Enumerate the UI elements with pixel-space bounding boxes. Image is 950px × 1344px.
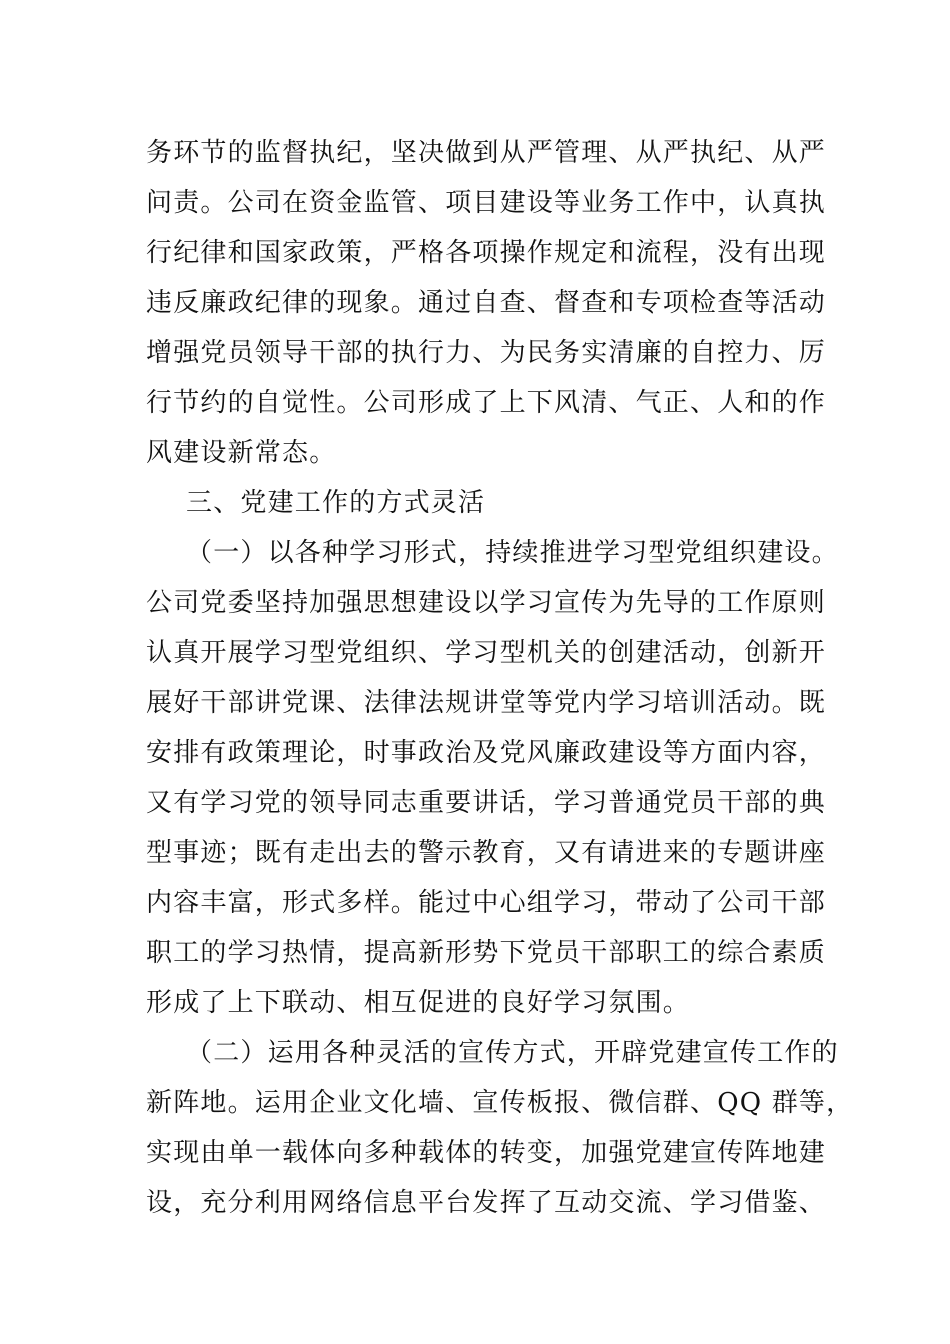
text-line: 实现由单一载体向多种载体的转变，加强党建宣传阵地建 (146, 1138, 827, 1168)
text-line: 增强党员领导干部的执行力、为民务实清廉的自控力、厉 (146, 338, 827, 368)
text-line: 展好干部讲党课、法律法规讲堂等党内学习培训活动。既 (146, 688, 827, 718)
text-line: 安排有政策理论，时事政治及党风廉政建设等方面内容， (146, 738, 827, 768)
subsection-heading: （二）运用各种灵活的宣传方式，开辟党建宣传工作的 (186, 1038, 839, 1068)
text-line: 行节约的自觉性。公司形成了上下风清、气正、人和的作 (146, 388, 827, 418)
text-line: 职工的学习热情，提高新形势下党员干部职工的综合素质 (146, 938, 827, 968)
text-line: 内容丰富，形式多样。能过中心组学习，带动了公司干部 (146, 888, 827, 918)
text-line: 又有学习党的领导同志重要讲话，学习普通党员干部的典 (146, 788, 827, 818)
section-heading: 三、党建工作的方式灵活 (186, 488, 486, 518)
text-line: 违反廉政纪律的现象。通过自查、督查和专项检查等活动 (146, 288, 827, 318)
text-line: 设，充分利用网络信息平台发挥了互动交流、学习借鉴、 (146, 1188, 827, 1218)
body-text (146, 128, 854, 1228)
text-line: 认真开展学习型党组织、学习型机关的创建活动，创新开 (146, 638, 827, 668)
text-line: 务环节的监督执纪，坚决做到从严管理、从严执纪、从严 (146, 138, 827, 168)
text-line: 型事迹；既有走出去的警示教育，又有请进来的专题讲座 (146, 838, 827, 868)
text-line: 问责。公司在资金监管、项目建设等业务工作中，认真执 (146, 188, 827, 218)
text-line: 形成了上下联动、相互促进的良好学习氛围。 (146, 988, 691, 1018)
text-line: 风建设新常态。 (146, 438, 337, 468)
text-line: 新阵地。运用企业文化墙、宣传板报、微信群、QQ 群等， (146, 1088, 854, 1118)
subsection-heading: （一）以各种学习形式，持续推进学习型党组织建设。 (186, 538, 839, 568)
text-line: 公司党委坚持加强思想建设以学习宣传为先导的工作原则 (146, 588, 827, 618)
text-line: 行纪律和国家政策，严格各项操作规定和流程，没有出现 (146, 238, 827, 268)
